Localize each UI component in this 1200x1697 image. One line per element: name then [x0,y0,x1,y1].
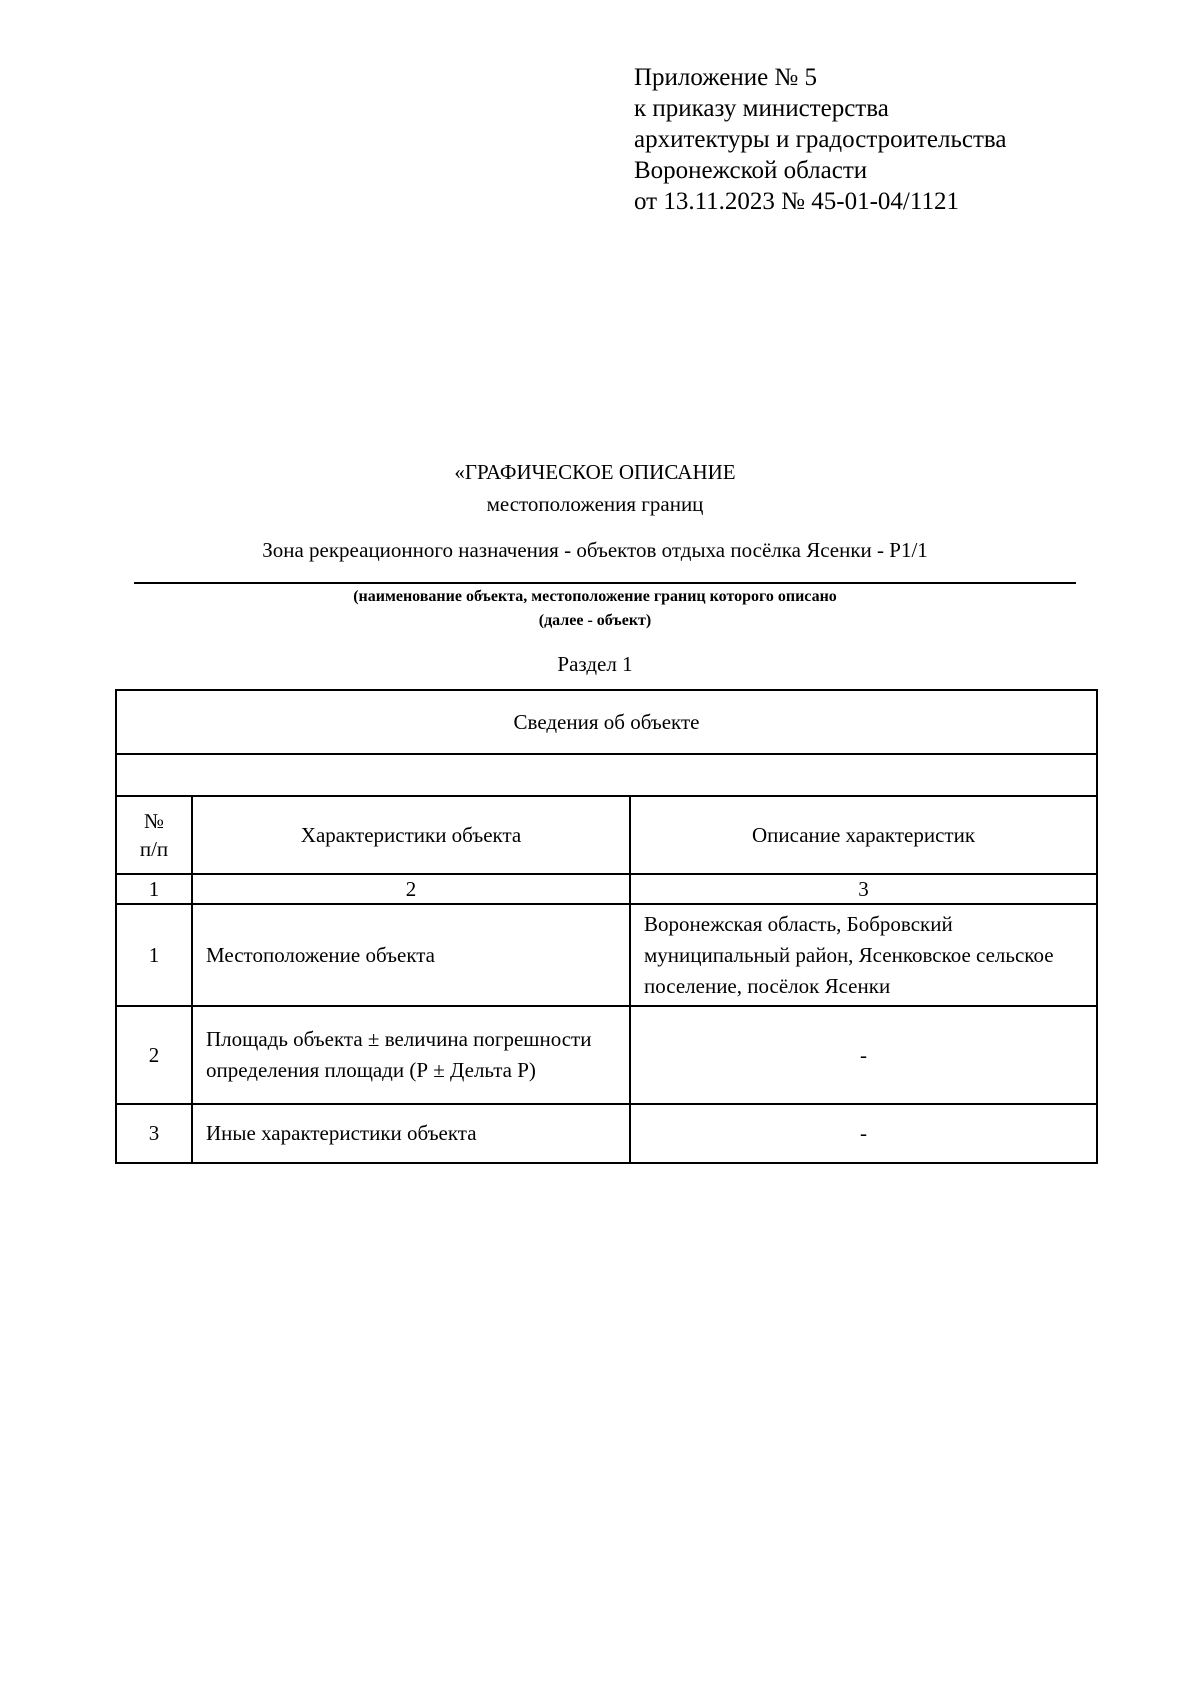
row-description: - [630,1104,1097,1163]
table-row [116,904,1097,1006]
underline-rule [134,582,1076,584]
appendix-line: к приказу министерства [634,95,889,122]
object-info-table [115,689,1098,1164]
row-characteristic: Иные характеристики объекта [192,1104,630,1163]
row-description: - [630,1006,1097,1104]
row-characteristic: Площадь объекта ± величина погрешности определения площади (Р ± Дельта Р) [192,1006,630,1104]
column-header-num: № п/п [116,796,192,874]
table-header: Сведения об объекте [116,690,1097,754]
row-num: 1 [116,904,192,1006]
column-header-description: Описание характеристик [630,796,1097,874]
appendix-line: Воронежской области [634,157,868,184]
column-header-characteristic: Характеристики объекта [192,796,630,874]
table-row [116,1104,1097,1163]
table-row [116,1006,1097,1104]
column-index: 1 [116,874,192,904]
row-num: 3 [116,1104,192,1163]
object-name: Зона рекреационного назначения - объектов отдыха посёлка Ясенки - Р1/1 [262,538,928,562]
table-header-row [116,690,1097,754]
object-name-caption: (наименование объекта, местоположение границ которого описано [353,588,837,605]
table-empty-row [116,754,1097,796]
appendix-line: архитектуры и градостроительства [634,126,1007,153]
object-name-caption-2: (далее - объект) [538,612,652,629]
appendix-block [634,62,1006,217]
row-num: 2 [116,1006,192,1104]
section-label: Раздел 1 [557,652,633,676]
column-index: 3 [630,874,1097,904]
table-index-row [116,874,1097,904]
table-column-header-row [116,796,1097,874]
document-subtitle: местоположения границ [486,492,704,516]
row-description: Воронежская область, Бобровский муниципальный район, Ясенковское сельское поселение, посёлок Ясенки [630,904,1097,1006]
appendix-line: от 13.11.2023 № 45-01-04/1121 [634,188,959,215]
table-empty-cell [116,754,1097,796]
document-title: «ГРАФИЧЕСКОЕ ОПИСАНИЕ [454,460,736,484]
appendix-line: Приложение № 5 [634,64,818,91]
column-index: 2 [192,874,630,904]
row-characteristic: Местоположение объекта [192,904,630,1006]
